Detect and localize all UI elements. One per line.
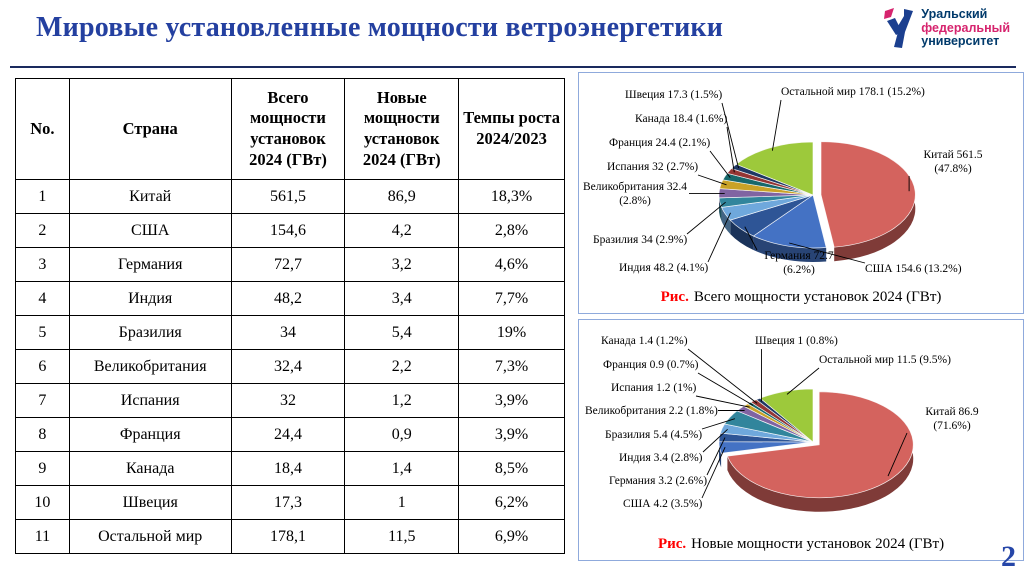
table-cell: 48,2 xyxy=(231,282,345,316)
table-cell: Китай xyxy=(69,180,231,214)
table-cell: 3,9% xyxy=(459,418,565,452)
figure-caption xyxy=(579,536,1023,553)
table-cell: 1 xyxy=(16,180,70,214)
table-cell: 2,2 xyxy=(345,350,459,384)
table-row xyxy=(16,520,565,554)
table-row xyxy=(16,180,565,214)
university-logo xyxy=(884,8,1010,49)
pie-label-france: Франция 0.9 (0.7%) xyxy=(603,359,699,371)
table-cell: 8,5% xyxy=(459,452,565,486)
chart-new-capacity xyxy=(578,319,1024,561)
table-cell: 7,3% xyxy=(459,350,565,384)
table-cell: 34 xyxy=(231,316,345,350)
pie-label-spain: Испания 1.2 (1%) xyxy=(611,382,697,394)
pie-label-spain: Испания 32 (2.7%) xyxy=(607,161,699,173)
table-cell: 5,4 xyxy=(345,316,459,350)
table-cell: Испания xyxy=(69,384,231,418)
table-row xyxy=(16,486,565,520)
pie-label-brazil: Бразилия 5.4 (4.5%) xyxy=(605,429,703,441)
col-header-country: Страна xyxy=(69,79,231,180)
table-cell: Германия xyxy=(69,248,231,282)
pie-label-canada: Канада 1.4 (1.2%) xyxy=(601,335,688,347)
table-cell: 10 xyxy=(16,486,70,520)
figure-caption-text: Всего мощности установок 2024 (ГВт) xyxy=(693,289,942,305)
pie-label-india: Индия 3.4 (2.8%) xyxy=(619,452,703,464)
table-cell: 72,7 xyxy=(231,248,345,282)
table-cell: 4,2 xyxy=(345,214,459,248)
table-cell: 1,2 xyxy=(345,384,459,418)
figure-label: Рис. xyxy=(660,289,689,305)
pie-label-brazil: Бразилия 34 (2.9%) xyxy=(593,234,688,246)
figure-caption-text: Новые мощности установок 2024 (ГВт) xyxy=(691,536,945,552)
table-cell: 1,4 xyxy=(345,452,459,486)
capacity-table xyxy=(15,78,565,554)
table-cell: США xyxy=(69,214,231,248)
table-row xyxy=(16,214,565,248)
table-cell: 8 xyxy=(16,418,70,452)
table-cell: 3,4 xyxy=(345,282,459,316)
table-row xyxy=(16,350,565,384)
table-cell: 6 xyxy=(16,350,70,384)
table-row xyxy=(16,418,565,452)
title-divider xyxy=(10,66,1016,68)
table-cell: 18,4 xyxy=(231,452,345,486)
table-cell: 7,7% xyxy=(459,282,565,316)
table-cell: 2 xyxy=(16,214,70,248)
table-cell: 17,3 xyxy=(231,486,345,520)
pie-label-india: Индия 48.2 (4.1%) xyxy=(619,262,709,274)
col-header-total-capacity: Всего мощности установок 2024 (ГВт) xyxy=(231,79,345,180)
slide-title: Мировые установленные мощности ветроэнергетики xyxy=(36,12,724,43)
pie-label-rest-of-world: Остальной мир 178.1 (15.2%) xyxy=(781,86,925,98)
table-cell: Франция xyxy=(69,418,231,452)
table-cell: 1 xyxy=(345,486,459,520)
pie-label-uk: Великобритания 2.2 (1.8%) xyxy=(585,405,718,417)
pie-label-germany: Германия 72.7 (6.2%) xyxy=(764,250,834,276)
table-cell: 11 xyxy=(16,520,70,554)
chart-total-capacity xyxy=(578,72,1024,314)
col-header-growth-rate: Темпы роста 2024/2023 xyxy=(459,79,565,180)
table-cell: Остальной мир xyxy=(69,520,231,554)
logo-line-2: федеральный xyxy=(921,20,1010,35)
table-cell: Великобритания xyxy=(69,350,231,384)
table-cell: 3 xyxy=(16,248,70,282)
table-row xyxy=(16,384,565,418)
pie-label-usa: США 154.6 (13.2%) xyxy=(865,263,962,275)
pie-label-france: Франция 24.4 (2.1%) xyxy=(609,137,711,149)
table-cell: Швеция xyxy=(69,486,231,520)
logo-line-1: Уральский xyxy=(921,7,988,21)
table-cell: 86,9 xyxy=(345,180,459,214)
table-cell: 32,4 xyxy=(231,350,345,384)
pie-label-germany: Германия 3.2 (2.6%) xyxy=(609,475,708,487)
table-cell: 0,9 xyxy=(345,418,459,452)
col-header-no: No. xyxy=(16,79,70,180)
table-cell: 32 xyxy=(231,384,345,418)
figure-label: Рис. xyxy=(657,536,687,552)
table-cell: 561,5 xyxy=(231,180,345,214)
urfu-logo-icon xyxy=(884,8,914,48)
pie-label-china: Китай 86.9 (71.6%) xyxy=(925,406,979,432)
table-cell: 7 xyxy=(16,384,70,418)
table-cell: 3,2 xyxy=(345,248,459,282)
table-cell: Бразилия xyxy=(69,316,231,350)
table-header-row xyxy=(16,79,565,180)
table-cell: 154,6 xyxy=(231,214,345,248)
pie-label-sweden: Швеция 17.3 (1.5%) xyxy=(625,89,723,101)
table-cell: 11,5 xyxy=(345,520,459,554)
pie-label-china: Китай 561.5 (47.8%) xyxy=(923,149,983,175)
pie-label-sweden: Швеция 1 (0.8%) xyxy=(755,335,838,347)
table-cell: 5 xyxy=(16,316,70,350)
table-cell: 9 xyxy=(16,452,70,486)
pie-label-canada: Канада 18.4 (1.6%) xyxy=(635,113,728,125)
table-cell: 4 xyxy=(16,282,70,316)
table-cell: 4,6% xyxy=(459,248,565,282)
table-row xyxy=(16,316,565,350)
figure-caption xyxy=(579,289,1023,306)
table-cell: 3,9% xyxy=(459,384,565,418)
table-cell: 2,8% xyxy=(459,214,565,248)
table-cell: Канада xyxy=(69,452,231,486)
pie-label-rest-of-world: Остальной мир 11.5 (9.5%) xyxy=(819,354,951,366)
university-logo-text xyxy=(921,8,1010,49)
table-cell: 6,2% xyxy=(459,486,565,520)
logo-line-3: университет xyxy=(921,34,1000,48)
table-row xyxy=(16,282,565,316)
table-row xyxy=(16,452,565,486)
table-body xyxy=(16,180,565,554)
pie-label-uk: Великобритания 32.4 (2.8%) xyxy=(582,181,688,207)
page-number: 2 xyxy=(1001,540,1016,573)
table-cell: 178,1 xyxy=(231,520,345,554)
table-cell: 6,9% xyxy=(459,520,565,554)
capacity-table-container xyxy=(15,78,565,554)
table-cell: 24,4 xyxy=(231,418,345,452)
table-cell: 19% xyxy=(459,316,565,350)
table-row xyxy=(16,248,565,282)
table-cell: Индия xyxy=(69,282,231,316)
table-cell: 18,3% xyxy=(459,180,565,214)
pie-label-usa: США 4.2 (3.5%) xyxy=(623,498,703,510)
col-header-new-capacity: Новые мощности установок 2024 (ГВт) xyxy=(345,79,459,180)
